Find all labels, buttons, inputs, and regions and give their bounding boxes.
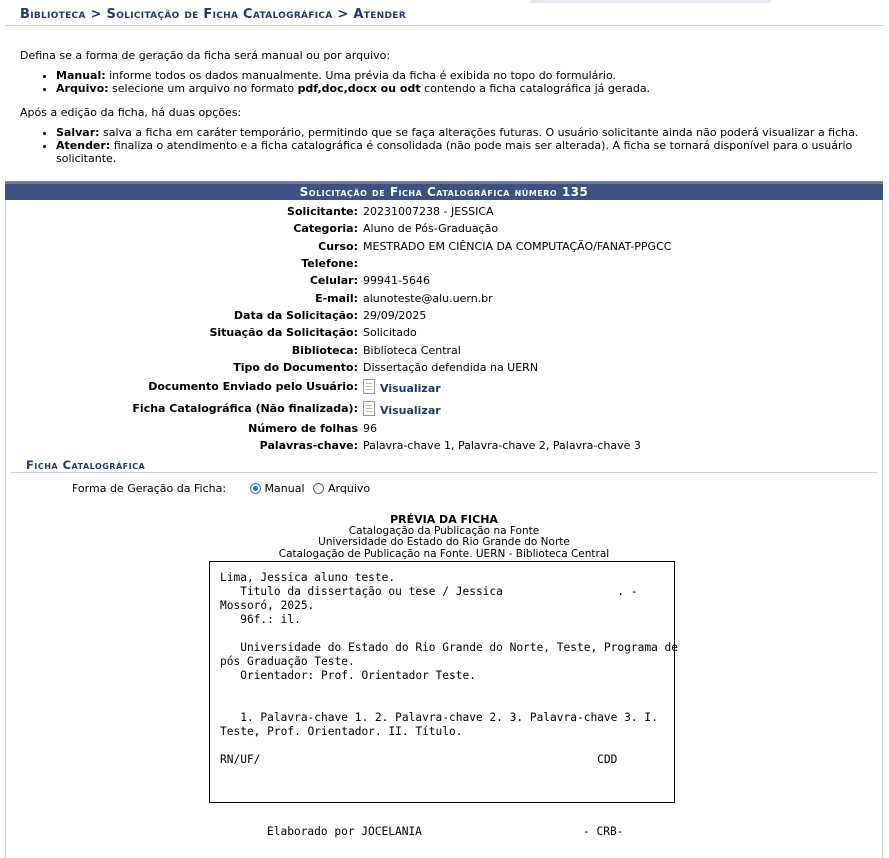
ficha-line: 96f.: il. xyxy=(220,613,301,626)
radio-manual-label[interactable]: Manual xyxy=(264,482,305,495)
field-label: Telefone: xyxy=(301,257,358,271)
ficha-line: 1. Palavra-chave 1. 2. Palavra-chave 2. 3. Palavra-chave 3. I. xyxy=(220,711,658,724)
instruction-salvar xyxy=(56,126,870,139)
radio-manual[interactable] xyxy=(250,483,261,494)
request-form xyxy=(5,200,883,858)
ficha-section-divider xyxy=(11,472,877,473)
field-row xyxy=(6,307,671,324)
numero-folhas-label: Número de folhas xyxy=(248,422,358,436)
request-details xyxy=(6,203,671,455)
field-value: 29/09/2025 xyxy=(363,308,427,322)
instruction-atender-label: Atender: xyxy=(56,139,111,152)
field-label: Curso: xyxy=(318,239,358,253)
field-label: Celular: xyxy=(309,274,358,288)
ficha-line: Teste, Prof. Orientador. II. Título. xyxy=(220,725,463,738)
documento-enviado-label: Documento Enviado pelo Usuário: xyxy=(148,380,358,394)
instruction-arquivo-text-a: selecione um arquivo no formato xyxy=(108,82,298,95)
forma-geracao-label: Forma de Geração da Ficha: xyxy=(72,482,227,495)
field-value: alunoteste@alu.uern.br xyxy=(363,291,493,305)
instruction-manual xyxy=(56,69,870,82)
row-documento-enviado xyxy=(6,376,671,398)
ficha-line: pós Graduação Teste. xyxy=(220,655,355,668)
preview-line1: Catalogação da Publicação na Fonte xyxy=(348,524,540,537)
field-value: Aluno de Pós-Graduação xyxy=(363,222,499,236)
section-header: Solicitação de Ficha Catalográfica número 135 xyxy=(5,181,883,200)
field-row xyxy=(6,220,671,237)
radio-arquivo-label[interactable]: Arquivo xyxy=(328,482,371,495)
row-numero-folhas xyxy=(6,420,671,437)
preview-header xyxy=(6,514,882,560)
instruction-manual-label: Manual: xyxy=(56,69,106,82)
field-value: 20231007238 - JESSICA xyxy=(363,205,494,219)
top-scroll-indicator xyxy=(530,0,770,3)
field-row xyxy=(6,203,671,220)
crb-text: - CRB- xyxy=(583,825,624,838)
instruction-arquivo-formats: pdf,doc,docx ou odt xyxy=(297,82,421,95)
row-ficha-nao-finalizada xyxy=(6,398,671,420)
field-label: Biblioteca: xyxy=(291,343,358,357)
palavras-chave-label: Palavras-chave: xyxy=(259,439,358,453)
field-row xyxy=(6,324,671,341)
ficha-line: Lima, Jessica aluno teste. xyxy=(220,571,396,584)
field-value: Biblioteca Central xyxy=(363,343,461,357)
ficha-nao-finalizada-label: Ficha Catalográfica (Não finalizada): xyxy=(132,402,358,416)
field-value: Solicitado xyxy=(363,326,417,340)
field-label: Tipo do Documento: xyxy=(233,360,358,374)
field-label: Data da Solicitação: xyxy=(233,308,358,322)
blank-document-icon xyxy=(363,401,375,416)
ficha-line: RN/UF/ CDD xyxy=(220,753,618,766)
preview-line3: Catalogação de Publicação na Fonte. UERN - Biblioteca Central xyxy=(278,547,610,560)
preview-line2: Universidade do Estado do Rio Grande do Norte xyxy=(318,536,570,548)
instruction-salvar-text: salva a ficha em caráter temporário, permitindo que se faça alterações futuras. O usuário solicitante ainda não poderá visualizar a ficha. xyxy=(99,126,859,139)
numero-folhas-value: 96 xyxy=(363,422,377,436)
instructions xyxy=(20,49,870,176)
ficha-line xyxy=(220,739,664,753)
field-row xyxy=(6,289,671,306)
field-label: Situação da Solicitação: xyxy=(209,326,358,340)
elaborado-por: Elaborado por JOCELANIA xyxy=(267,825,422,838)
instruction-salvar-label: Salvar: xyxy=(56,126,100,139)
instruction-atender xyxy=(56,139,870,165)
ficha-line: Mossoró, 2025. xyxy=(220,599,315,612)
fields-body xyxy=(6,203,671,376)
field-value: MESTRADO EM CIÊNCIA DA COMPUTAÇÃO/FANAT-PPGCC xyxy=(363,239,672,253)
field-row xyxy=(6,238,671,255)
document-icon xyxy=(363,379,375,394)
instructions-list-geracao xyxy=(20,69,870,95)
instruction-arquivo-label: Arquivo: xyxy=(56,82,109,95)
breadcrumb-divider xyxy=(5,25,884,26)
instruction-arquivo xyxy=(56,82,870,95)
ficha-line: Orientador: Prof. Orientador Teste. xyxy=(220,669,476,682)
field-row xyxy=(6,359,671,376)
field-value: 99941-5646 xyxy=(363,274,430,288)
field-label: E-mail: xyxy=(315,291,358,305)
ficha-line xyxy=(220,683,664,697)
documento-enviado-visualizar-link[interactable]: Visualizar xyxy=(380,381,441,395)
breadcrumb: Biblioteca > Solicitação de Ficha Catalográfica > Atender xyxy=(20,7,406,22)
ficha-visualizar-link[interactable]: Visualizar xyxy=(380,403,441,417)
ficha-line xyxy=(220,627,664,641)
field-label: Solicitante: xyxy=(287,205,358,219)
field-row xyxy=(6,272,671,289)
field-value: Dissertação defendida na UERN xyxy=(363,360,539,374)
field-label: Categoria: xyxy=(293,222,358,236)
instructions-line2: Após a edição da ficha, há duas opções: xyxy=(20,106,242,119)
documento-enviado-value xyxy=(363,376,671,398)
instructions-list-opcoes xyxy=(20,126,870,165)
field-value xyxy=(363,255,671,272)
field-row xyxy=(6,255,671,272)
palavras-chave-value: Palavra-chave 1, Palavra-chave 2, Palavra-chave 3 xyxy=(363,439,641,453)
row-palavras-chave xyxy=(6,437,671,454)
ficha-card xyxy=(209,561,679,803)
field-row xyxy=(6,341,671,358)
ficha-line: Titulo da dissertação ou tese / Jessica . - xyxy=(220,585,638,598)
ficha-line: Universidade do Estado do Rio Grande do Norte, Teste, Programa de xyxy=(220,641,679,654)
instruction-manual-text: informe todos os dados manualmente. Uma prévia da ficha é exibida no topo do formulário. xyxy=(105,69,616,82)
preview-title: PRÉVIA DA FICHA xyxy=(390,513,498,526)
instruction-atender-text: finaliza o atendimento e a ficha catalográfica é consolidada (não pode mais ser alterada). A ficha se tornará disponível para o usuário solicitante. xyxy=(56,139,853,165)
instructions-line1: Defina se a forma de geração da ficha será manual ou por arquivo: xyxy=(20,49,391,62)
ficha-section-title: Ficha Catalográfica xyxy=(26,458,146,472)
ficha-line xyxy=(220,697,664,711)
ficha-nao-finalizada-value xyxy=(363,398,671,420)
radio-arquivo[interactable] xyxy=(313,483,324,494)
instruction-arquivo-text-b: contendo a ficha catalográfica já gerada. xyxy=(420,82,651,95)
forma-geracao xyxy=(72,482,370,495)
